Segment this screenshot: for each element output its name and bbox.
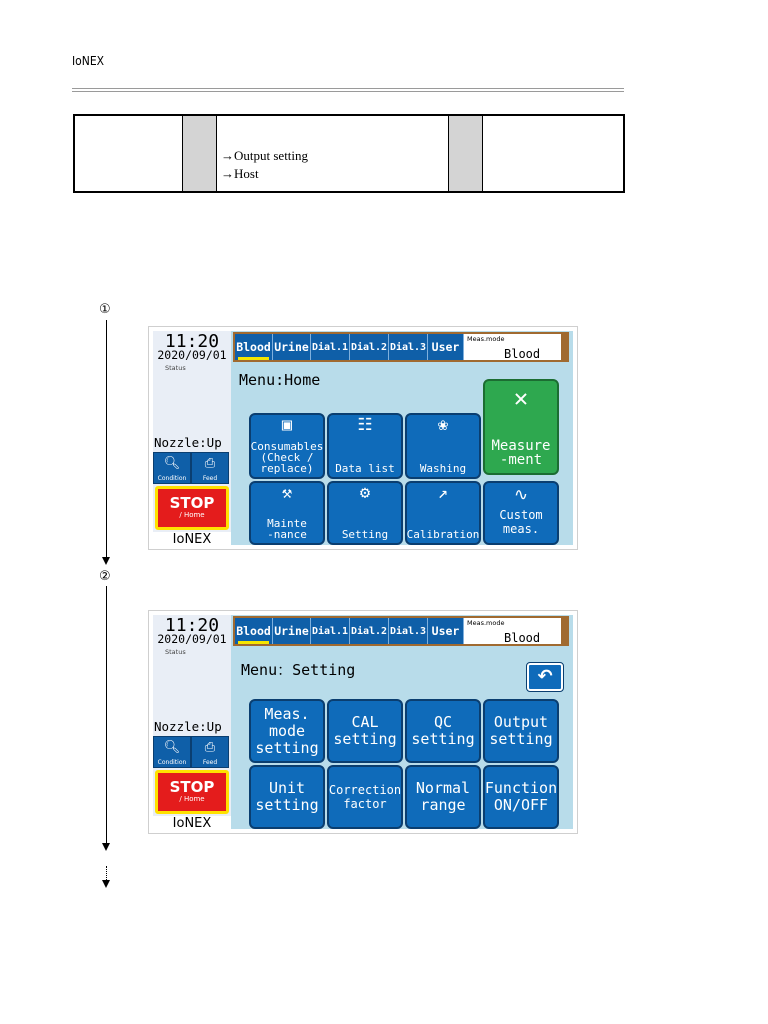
data-list-button[interactable] xyxy=(327,413,403,479)
waveform-icon: ∿ xyxy=(513,485,529,505)
meas-mode-value: Blood xyxy=(504,631,541,645)
table-cell-1 xyxy=(75,116,183,191)
unit-setting-button[interactable] xyxy=(249,765,325,829)
route-host: →Host xyxy=(221,166,259,181)
meas-mode-setting-label: Meas. mode setting xyxy=(255,704,319,757)
function-onoff-label: Function ON/OFF xyxy=(484,779,558,814)
feed-button[interactable] xyxy=(191,736,229,768)
feed-label: Feed xyxy=(202,475,218,482)
step-number-1: ① xyxy=(99,302,111,317)
tab-dial2[interactable]: Dial.2 xyxy=(350,334,389,360)
data-list-label: Data list xyxy=(335,462,395,475)
meas-mode-label: Meas.mode xyxy=(467,619,505,627)
measurement-button[interactable] xyxy=(483,379,559,475)
step-2-arrow-line xyxy=(106,586,107,844)
meas-mode-display xyxy=(464,334,567,360)
stop-home-label: / Home xyxy=(179,795,205,803)
status-panel xyxy=(153,615,231,829)
tab-bar-endcap xyxy=(561,618,567,644)
syringe-icon: ✕ xyxy=(513,384,529,412)
tab-dial3[interactable]: Dial.3 xyxy=(389,334,428,360)
condition-button[interactable] xyxy=(153,736,191,768)
table-cell-2 xyxy=(183,116,217,191)
qc-setting-label: QC setting xyxy=(411,713,475,748)
meas-mode-setting-button[interactable] xyxy=(249,699,325,763)
correction-factor-button[interactable] xyxy=(327,765,403,829)
output-setting-label: Output setting xyxy=(489,713,553,748)
magnifier-icon: 🔍︎ xyxy=(163,739,181,754)
setting-button[interactable] xyxy=(327,481,403,545)
maintenance-button[interactable] xyxy=(249,481,325,545)
cal-setting-button[interactable] xyxy=(327,699,403,763)
tab-bar-endcap xyxy=(561,334,567,360)
home-screen xyxy=(148,326,578,550)
custom-meas-button[interactable] xyxy=(483,481,559,545)
graph-icon: ↗ xyxy=(437,483,449,503)
clock-date: 2020/09/01 xyxy=(157,348,227,362)
washing-button[interactable] xyxy=(405,413,481,479)
tab-dial3[interactable]: Dial.3 xyxy=(389,618,428,644)
setting-screen xyxy=(148,610,578,834)
status-panel xyxy=(153,331,231,545)
clock-time: 11:20 xyxy=(164,331,220,352)
tab-blood[interactable]: Blood xyxy=(235,334,273,360)
normal-range-label: Normal range xyxy=(415,779,471,814)
custom-meas-label: Custom meas. xyxy=(499,508,543,536)
setting-label: Setting xyxy=(341,528,389,541)
paper-roll-icon: ⎙ xyxy=(204,455,216,470)
magnifier-icon: 🔍︎ xyxy=(163,455,181,470)
calibration-button[interactable] xyxy=(405,481,481,545)
home-screen-inner xyxy=(153,331,573,545)
washing-icon: ❀ xyxy=(437,415,449,435)
tab-user[interactable]: User xyxy=(428,618,464,644)
table-cell-route xyxy=(217,116,449,191)
route-output-setting: →Output setting xyxy=(221,148,309,163)
cal-setting-label: CAL setting xyxy=(333,713,397,748)
clock-time: 11:20 xyxy=(164,615,220,636)
stop-button[interactable] xyxy=(155,770,229,814)
meas-mode-label: Meas.mode xyxy=(467,335,505,343)
continuation-dotted-line xyxy=(106,866,107,880)
menu-title: Menu:Home xyxy=(239,371,321,389)
step-1-arrow-line xyxy=(106,320,107,558)
menu-title: Menu：Setting xyxy=(241,661,356,679)
clock-date: 2020/09/01 xyxy=(157,632,227,646)
feed-button[interactable] xyxy=(191,452,229,484)
stop-button[interactable] xyxy=(155,486,229,530)
return-arrow-icon: ↶ xyxy=(537,666,553,687)
stop-home-label: / Home xyxy=(179,511,205,519)
tab-dial1[interactable]: Dial.1 xyxy=(311,618,350,644)
device-logo: IoNEX xyxy=(153,532,231,545)
normal-range-button[interactable] xyxy=(405,765,481,829)
measurement-label: Measure -ment xyxy=(491,438,551,468)
consumables-label: Consumables (Check / replace) xyxy=(250,440,324,475)
status-label: Status xyxy=(165,364,186,372)
back-button[interactable] xyxy=(527,663,563,691)
meas-mode-value: Blood xyxy=(504,347,541,361)
step-number-2: ② xyxy=(99,569,111,584)
gear-icon: ⚙ xyxy=(359,483,371,503)
list-icon: ☷ xyxy=(357,415,373,435)
calibration-label: Calibration xyxy=(406,528,480,541)
header-rule xyxy=(72,88,624,92)
device-logo: IoNEX xyxy=(153,816,231,829)
tab-urine[interactable]: Urine xyxy=(273,334,311,360)
maintenance-label: Mainte -nance xyxy=(267,517,307,541)
condition-label: Condition xyxy=(157,759,187,766)
nozzle-status: Nozzle:Up xyxy=(154,435,222,450)
tab-urine[interactable]: Urine xyxy=(273,618,311,644)
nozzle-status: Nozzle:Up xyxy=(154,719,222,734)
tab-user[interactable]: User xyxy=(428,334,464,360)
condition-button[interactable] xyxy=(153,452,191,484)
setting-screen-inner xyxy=(153,615,573,829)
tab-dial1[interactable]: Dial.1 xyxy=(311,334,350,360)
unit-setting-label: Unit setting xyxy=(255,779,319,814)
table-cell-4 xyxy=(449,116,483,191)
consumables-button[interactable] xyxy=(249,413,325,479)
sample-tab-bar xyxy=(233,332,569,362)
brand-header: IoNEX xyxy=(72,54,105,68)
status-icon-row xyxy=(153,736,229,768)
table-cell-5 xyxy=(483,116,623,191)
continuation-arrow-head xyxy=(102,880,110,888)
status-icon-row xyxy=(153,452,229,484)
tab-blood[interactable]: Blood xyxy=(235,618,273,644)
feed-label: Feed xyxy=(202,759,218,766)
box-icon: ▣ xyxy=(281,415,293,435)
meas-mode-display xyxy=(464,618,567,644)
condition-label: Condition xyxy=(157,475,187,482)
paper-roll-icon: ⎙ xyxy=(204,739,216,754)
step-table xyxy=(73,114,625,193)
stop-label: STOP xyxy=(169,778,215,796)
status-label: Status xyxy=(165,648,186,656)
output-setting-button[interactable] xyxy=(483,699,559,763)
step-1-arrow-head xyxy=(102,557,110,565)
tab-dial2[interactable]: Dial.2 xyxy=(350,618,389,644)
tools-icon: ⚒ xyxy=(281,483,293,503)
function-onoff-button[interactable] xyxy=(483,765,559,829)
sample-tab-bar xyxy=(233,616,569,646)
correction-factor-label: Correction factor xyxy=(328,783,402,811)
step-2-arrow-head xyxy=(102,843,110,851)
qc-setting-button[interactable] xyxy=(405,699,481,763)
stop-label: STOP xyxy=(169,494,215,512)
washing-label: Washing xyxy=(419,462,467,475)
